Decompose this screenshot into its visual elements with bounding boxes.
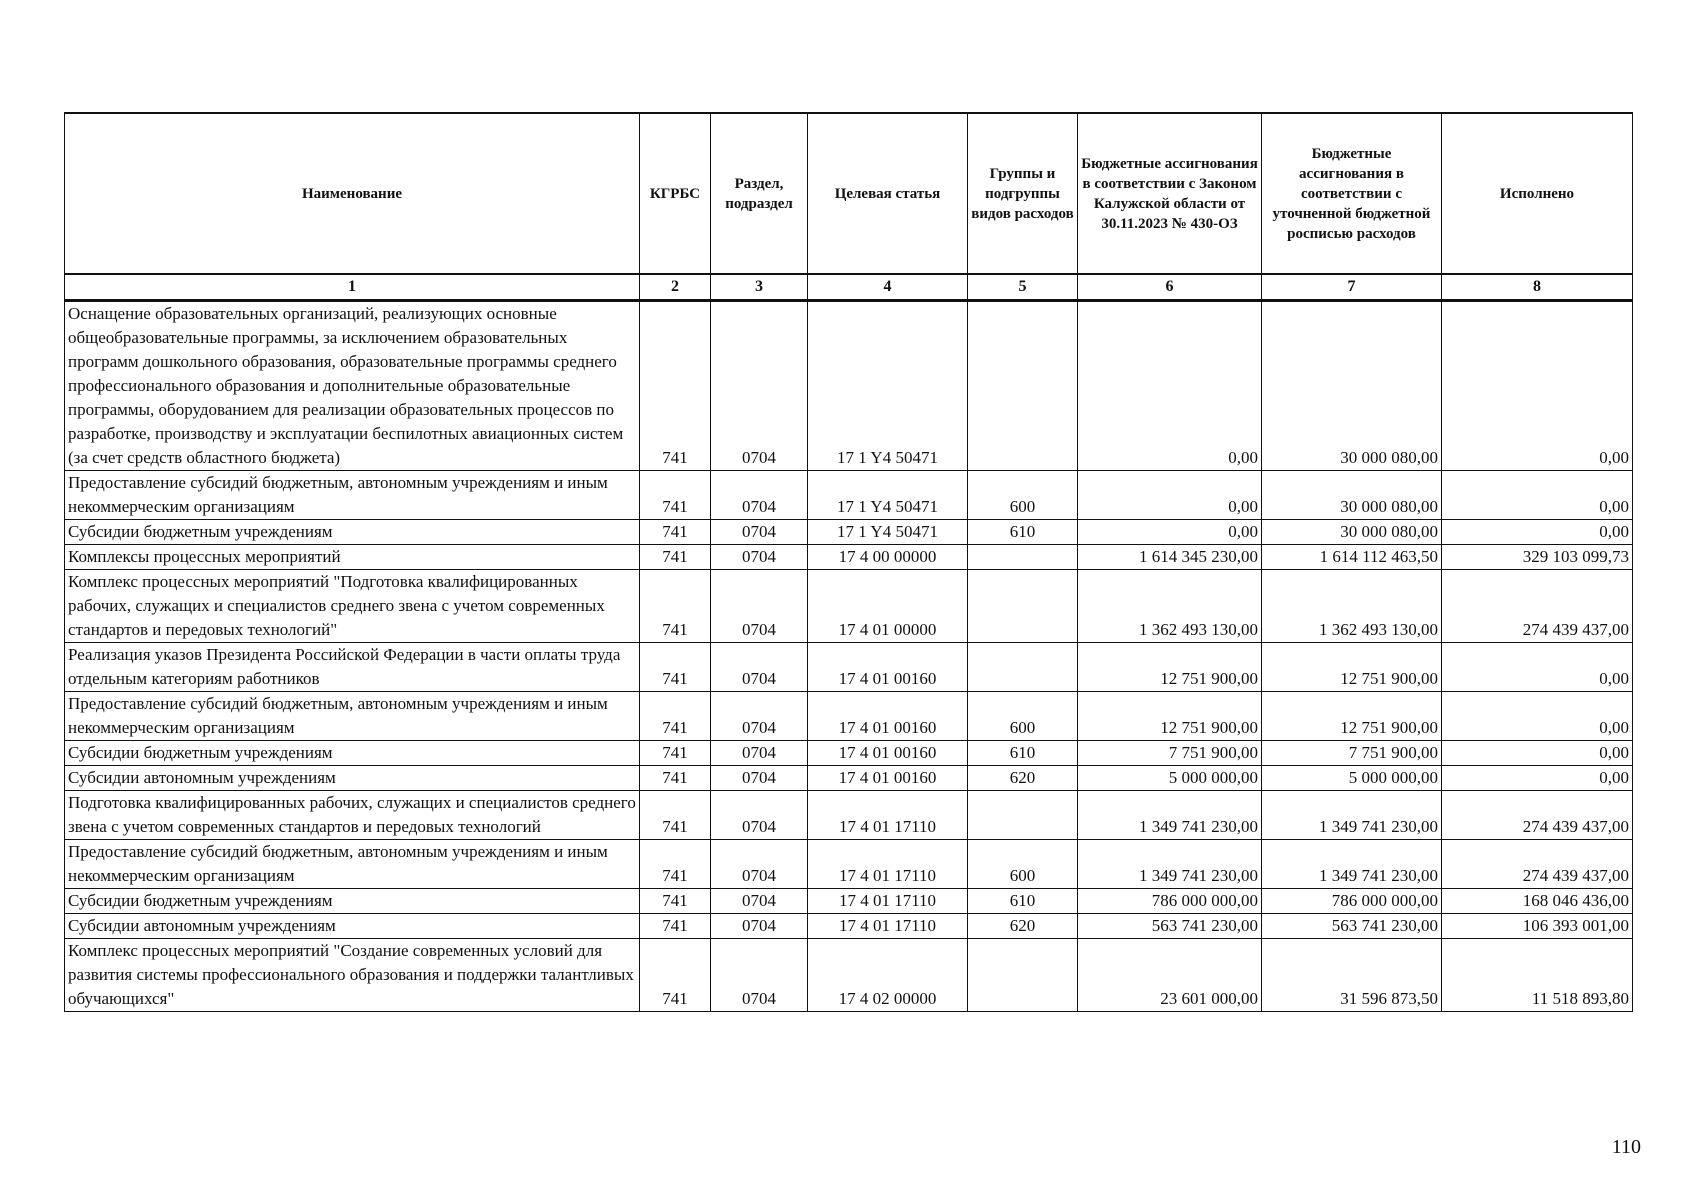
row-law-allocation-cell: 5 000 000,00	[1078, 766, 1262, 791]
row-kgrbs-cell: 741	[640, 939, 711, 1012]
row-law-allocation-cell: 1 362 493 130,00	[1078, 570, 1262, 643]
row-name-cell: Подготовка квалифицированных рабочих, служащих и специалистов среднего звена с учетом современных стандартов и передовых технологий	[65, 791, 640, 840]
row-refined-allocation-cell: 5 000 000,00	[1262, 766, 1442, 791]
row-section-cell: 0704	[711, 471, 808, 520]
row-target-article-cell: 17 4 01 00160	[808, 692, 968, 741]
table-row	[65, 301, 1633, 471]
row-refined-allocation-cell: 31 596 873,50	[1262, 939, 1442, 1012]
row-executed-cell: 168 046 436,00	[1442, 889, 1633, 914]
table-row	[65, 840, 1633, 889]
row-law-allocation-cell: 1 349 741 230,00	[1078, 791, 1262, 840]
row-name-cell: Субсидии бюджетным учреждениям	[65, 889, 640, 914]
row-name-cell: Субсидии автономным учреждениям	[65, 766, 640, 791]
row-name-cell: Субсидии бюджетным учреждениям	[65, 520, 640, 545]
row-target-article-cell: 17 4 01 00160	[808, 766, 968, 791]
row-expense-group-cell: 600	[968, 692, 1078, 741]
row-law-allocation-cell: 12 751 900,00	[1078, 692, 1262, 741]
table-body	[65, 301, 1633, 1012]
row-name-cell: Субсидии автономным учреждениям	[65, 914, 640, 939]
row-law-allocation-cell: 1 349 741 230,00	[1078, 840, 1262, 889]
row-executed-cell: 274 439 437,00	[1442, 840, 1633, 889]
row-executed-cell: 0,00	[1442, 301, 1633, 471]
table-row	[65, 545, 1633, 570]
header-expense-group: Группы и подгруппы видов расходов	[968, 113, 1078, 274]
row-kgrbs-cell: 741	[640, 791, 711, 840]
row-expense-group-cell	[968, 791, 1078, 840]
column-number-row	[65, 274, 1633, 301]
row-section-cell: 0704	[711, 840, 808, 889]
row-refined-allocation-cell: 1 362 493 130,00	[1262, 570, 1442, 643]
row-expense-group-cell: 600	[968, 840, 1078, 889]
row-target-article-cell: 17 4 01 00160	[808, 643, 968, 692]
row-executed-cell: 274 439 437,00	[1442, 791, 1633, 840]
row-section-cell: 0704	[711, 643, 808, 692]
row-refined-allocation-cell: 786 000 000,00	[1262, 889, 1442, 914]
row-target-article-cell: 17 4 01 00000	[808, 570, 968, 643]
row-name-cell: Комплекс процессных мероприятий "Создание современных условий для развития системы профессионального образования и поддержки талантливых обучающихся"	[65, 939, 640, 1012]
row-name-cell: Комплекс процессных мероприятий "Подготовка квалифицированных рабочих, служащих и специалистов среднего звена с учетом современных стандартов и передовых технологий"	[65, 570, 640, 643]
table-row	[65, 741, 1633, 766]
row-section-cell: 0704	[711, 545, 808, 570]
row-refined-allocation-cell: 30 000 080,00	[1262, 520, 1442, 545]
row-law-allocation-cell: 12 751 900,00	[1078, 643, 1262, 692]
table-row	[65, 471, 1633, 520]
row-law-allocation-cell: 0,00	[1078, 471, 1262, 520]
row-target-article-cell: 17 4 01 17110	[808, 889, 968, 914]
column-number: 1	[65, 274, 640, 301]
row-kgrbs-cell: 741	[640, 692, 711, 741]
column-number: 5	[968, 274, 1078, 301]
row-expense-group-cell	[968, 545, 1078, 570]
row-target-article-cell: 17 4 01 17110	[808, 791, 968, 840]
row-kgrbs-cell: 741	[640, 545, 711, 570]
row-section-cell: 0704	[711, 791, 808, 840]
row-target-article-cell: 17 4 01 17110	[808, 840, 968, 889]
table-row	[65, 766, 1633, 791]
row-executed-cell: 0,00	[1442, 741, 1633, 766]
row-expense-group-cell: 600	[968, 471, 1078, 520]
row-name-cell: Субсидии бюджетным учреждениям	[65, 741, 640, 766]
row-kgrbs-cell: 741	[640, 840, 711, 889]
row-law-allocation-cell: 7 751 900,00	[1078, 741, 1262, 766]
header-target-article: Целевая статья	[808, 113, 968, 274]
row-law-allocation-cell: 23 601 000,00	[1078, 939, 1262, 1012]
row-law-allocation-cell: 563 741 230,00	[1078, 914, 1262, 939]
row-kgrbs-cell: 741	[640, 471, 711, 520]
header-name: Наименование	[65, 113, 640, 274]
table-row	[65, 914, 1633, 939]
row-name-cell: Предоставление субсидий бюджетным, автономным учреждениям и иным некоммерческим организациям	[65, 471, 640, 520]
table-row	[65, 692, 1633, 741]
column-number: 7	[1262, 274, 1442, 301]
row-target-article-cell: 17 4 01 17110	[808, 914, 968, 939]
row-refined-allocation-cell: 1 614 112 463,50	[1262, 545, 1442, 570]
column-number: 8	[1442, 274, 1633, 301]
row-expense-group-cell: 620	[968, 766, 1078, 791]
row-executed-cell: 0,00	[1442, 643, 1633, 692]
row-section-cell: 0704	[711, 766, 808, 791]
row-section-cell: 0704	[711, 914, 808, 939]
row-executed-cell: 274 439 437,00	[1442, 570, 1633, 643]
row-expense-group-cell: 610	[968, 889, 1078, 914]
row-kgrbs-cell: 741	[640, 570, 711, 643]
row-section-cell: 0704	[711, 939, 808, 1012]
row-name-cell: Предоставление субсидий бюджетным, автономным учреждениям и иным некоммерческим организациям	[65, 692, 640, 741]
row-executed-cell: 106 393 001,00	[1442, 914, 1633, 939]
row-refined-allocation-cell: 7 751 900,00	[1262, 741, 1442, 766]
row-kgrbs-cell: 741	[640, 914, 711, 939]
row-executed-cell: 11 518 893,80	[1442, 939, 1633, 1012]
row-section-cell: 0704	[711, 520, 808, 545]
column-number: 4	[808, 274, 968, 301]
row-refined-allocation-cell: 12 751 900,00	[1262, 692, 1442, 741]
row-expense-group-cell	[968, 301, 1078, 471]
header-refined-allocations: Бюджетные ассигнования в соответствии с уточненной бюджетной росписью расходов	[1262, 113, 1442, 274]
row-section-cell: 0704	[711, 741, 808, 766]
row-refined-allocation-cell: 12 751 900,00	[1262, 643, 1442, 692]
column-number: 3	[711, 274, 808, 301]
table-row	[65, 939, 1633, 1012]
row-target-article-cell: 17 1 Y4 50471	[808, 301, 968, 471]
header-executed: Исполнено	[1442, 113, 1633, 274]
row-executed-cell: 329 103 099,73	[1442, 545, 1633, 570]
row-expense-group-cell: 610	[968, 741, 1078, 766]
row-section-cell: 0704	[711, 889, 808, 914]
row-kgrbs-cell: 741	[640, 889, 711, 914]
row-section-cell: 0704	[711, 692, 808, 741]
row-target-article-cell: 17 1 Y4 50471	[808, 520, 968, 545]
row-kgrbs-cell: 741	[640, 766, 711, 791]
row-name-cell: Оснащение образовательных организаций, реализующих основные общеобразовательные программы, за исключением образовательных программ дошкольного образования, образовательные программы среднего профессионального образования и дополнительные образовательные программы, оборудованием для реализации образовательных процессов по разработке, производству и эксплуатации беспилотных авиационных систем (за счет средств областного бюджета)	[65, 301, 640, 471]
row-name-cell: Реализация указов Президента Российской Федерации в части оплаты труда отдельным категориям работников	[65, 643, 640, 692]
row-kgrbs-cell: 741	[640, 520, 711, 545]
row-kgrbs-cell: 741	[640, 741, 711, 766]
table-row	[65, 520, 1633, 545]
row-refined-allocation-cell: 563 741 230,00	[1262, 914, 1442, 939]
row-expense-group-cell	[968, 570, 1078, 643]
row-executed-cell: 0,00	[1442, 471, 1633, 520]
row-target-article-cell: 17 4 00 00000	[808, 545, 968, 570]
row-refined-allocation-cell: 1 349 741 230,00	[1262, 840, 1442, 889]
row-kgrbs-cell: 741	[640, 643, 711, 692]
row-section-cell: 0704	[711, 301, 808, 471]
row-section-cell: 0704	[711, 570, 808, 643]
row-expense-group-cell	[968, 643, 1078, 692]
row-law-allocation-cell: 0,00	[1078, 301, 1262, 471]
row-name-cell: Комплексы процессных мероприятий	[65, 545, 640, 570]
row-expense-group-cell: 620	[968, 914, 1078, 939]
header-kgrbs: КГРБС	[640, 113, 711, 274]
row-expense-group-cell: 610	[968, 520, 1078, 545]
column-number: 2	[640, 274, 711, 301]
header-law-allocations: Бюджетные ассигнования в соответствии с Законом Калужской области от 30.11.2023 № 430-ОЗ	[1078, 113, 1262, 274]
row-kgrbs-cell: 741	[640, 301, 711, 471]
row-target-article-cell: 17 4 02 00000	[808, 939, 968, 1012]
row-refined-allocation-cell: 30 000 080,00	[1262, 301, 1442, 471]
table-row	[65, 791, 1633, 840]
row-target-article-cell: 17 4 01 00160	[808, 741, 968, 766]
table-row	[65, 889, 1633, 914]
row-refined-allocation-cell: 1 349 741 230,00	[1262, 791, 1442, 840]
row-law-allocation-cell: 786 000 000,00	[1078, 889, 1262, 914]
table-row	[65, 643, 1633, 692]
budget-table	[64, 112, 1633, 1012]
table-row	[65, 570, 1633, 643]
row-expense-group-cell	[968, 939, 1078, 1012]
row-executed-cell: 0,00	[1442, 692, 1633, 741]
table-header-row	[65, 113, 1633, 274]
row-law-allocation-cell: 0,00	[1078, 520, 1262, 545]
row-executed-cell: 0,00	[1442, 766, 1633, 791]
row-executed-cell: 0,00	[1442, 520, 1633, 545]
row-refined-allocation-cell: 30 000 080,00	[1262, 471, 1442, 520]
row-law-allocation-cell: 1 614 345 230,00	[1078, 545, 1262, 570]
row-name-cell: Предоставление субсидий бюджетным, автономным учреждениям и иным некоммерческим организациям	[65, 840, 640, 889]
column-number: 6	[1078, 274, 1262, 301]
page-number: 110	[1611, 1136, 1641, 1158]
row-target-article-cell: 17 1 Y4 50471	[808, 471, 968, 520]
header-section: Раздел, подраздел	[711, 113, 808, 274]
